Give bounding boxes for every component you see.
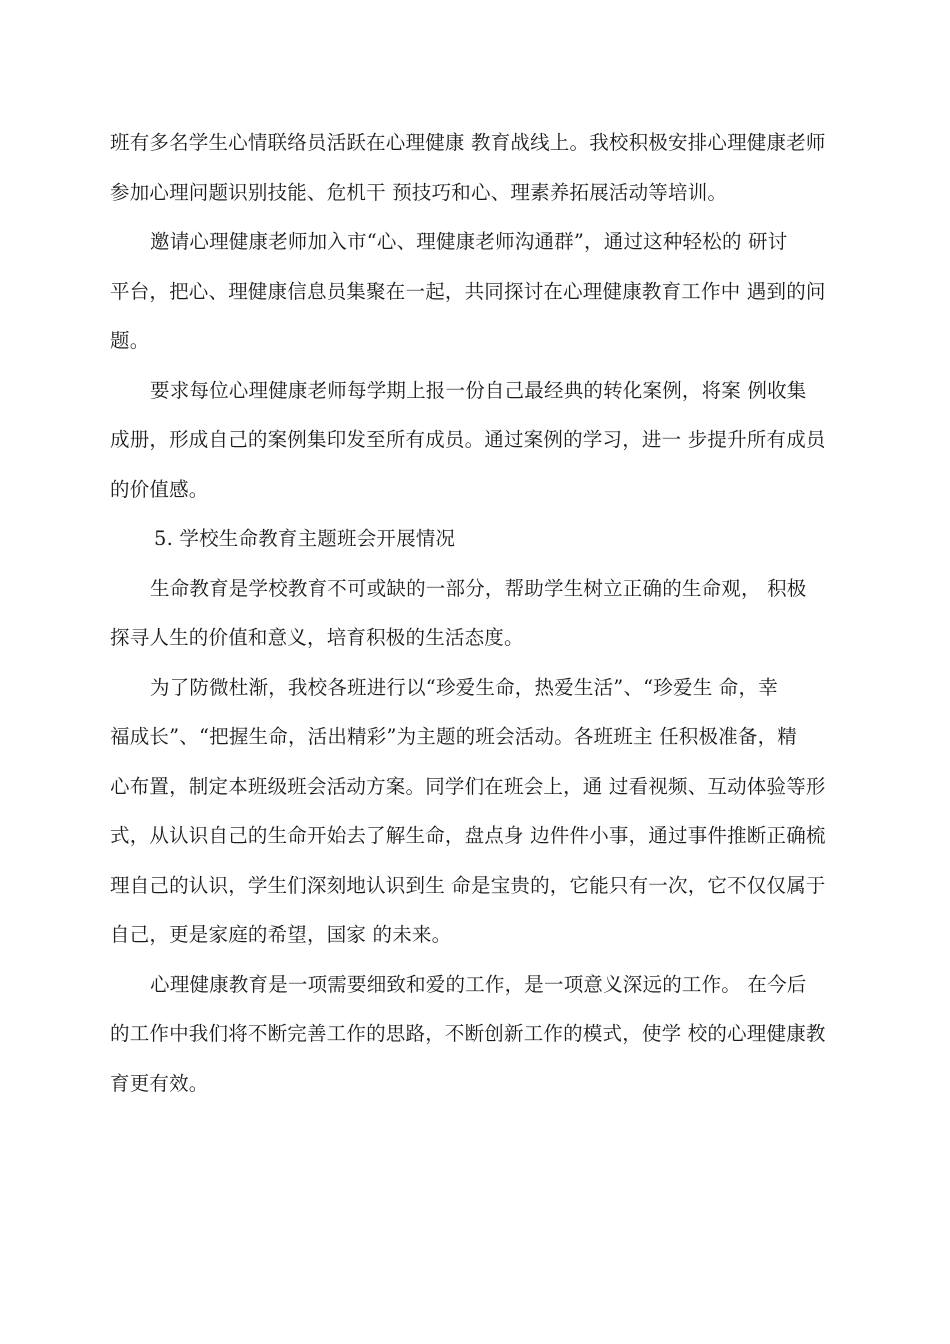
text-line: 为了防微杜渐，我校各班进行以“珍爱生命，热爱生活”、“珍爱生 命，幸 [150, 675, 778, 699]
text-line: 育更有效。 [110, 1071, 209, 1095]
text-line: 式，从认识自己的生命开始去了解生命，盘点身 边件件小事，通过事件推断正确梳 [110, 824, 826, 847]
text-line: 福成长”、“把握生命，活出精彩”为主题的班会活动。各班班主 任积极准备，精 [110, 725, 798, 748]
text-line: 探寻人生的价值和意义，培育积极的生活态度。 [110, 626, 524, 649]
text-line: 题。 [110, 329, 150, 352]
text-line: 的价值感。 [110, 477, 209, 501]
document-body [110, 118, 848, 1108]
paragraph-teacher-group [110, 217, 848, 366]
text-line: 自己，更是家庭的希望，国家 的未来。 [110, 923, 452, 946]
text-line: 邀请心理健康老师加入市“心、理健康老师沟通群”，通过这种轻松的 研讨 [150, 230, 788, 253]
text-line: 成册，形成自己的案例集印发至所有成员。通过案例的学习，进一 步提升所有成员 [110, 428, 826, 451]
text-line: 要求每位心理健康老师每学期上报一份自己最经典的转化案例，将案 例收集 [150, 378, 807, 402]
paragraph-conclusion [110, 960, 848, 1109]
text-line: 生命教育是学校教育不可或缺的一部分，帮助学生树立正确的生命观， 积极 [150, 576, 807, 600]
paragraph-life-education [110, 564, 848, 663]
text-line: 参加心理问题识别技能、危机干 预技巧和心、理素养拓展活动等培训。 [110, 180, 728, 204]
text-line: 心布置，制定本班级班会活动方案。同学们在班会上，通 过看视频、互动体验等形 [110, 774, 826, 798]
text-line: 理自己的认识，学生们深刻地认识到生 命是宝贵的，它能只有一次，它不仅仅属于 [110, 873, 826, 897]
paragraph-training [110, 118, 848, 217]
section-heading [110, 514, 848, 564]
heading-text: 5. 学校生命教育主题班会开展情况 [154, 527, 456, 550]
text-line: 心理健康教育是一项需要细致和爱的工作，是一项意义深远的工作。 在今后 [150, 972, 807, 996]
text-line: 的工作中我们将不断完善工作的思路，不断创新工作的模式，使学 校的心理健康教 [110, 1022, 826, 1045]
paragraph-case-collection [110, 366, 848, 515]
text-line: 平台，把心、理健康信息员集聚在一起，共同探讨在心理健康教育工作中 遇到的问 [110, 279, 826, 303]
paragraph-class-meetings [110, 663, 848, 960]
text-line: 班有多名学生心情联络员活跃在心理健康 教育战线上。我校积极安排心理健康老师 [110, 131, 826, 154]
